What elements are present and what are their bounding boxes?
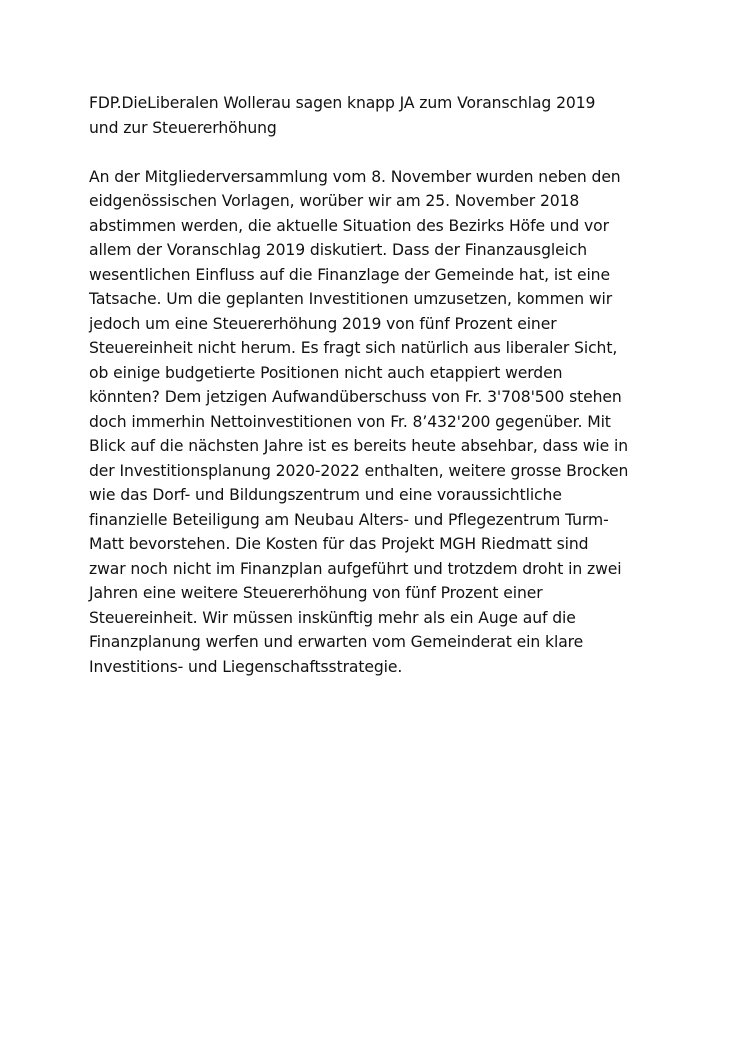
body-line: Jahren eine weitere Steuererhöhung von fünf Prozent einer	[89, 584, 543, 602]
body-line: wesentlichen Einfluss auf die Finanzlage der Gemeinde hat, ist eine	[89, 265, 610, 284]
body-line: Investitions- und Liegenschaftsstrategie.	[89, 657, 403, 676]
title-line: und zur Steuererhöhung	[89, 118, 277, 137]
body-line: Finanzplanung werfen und erwarten vom Gemeinderat ein klare	[89, 633, 584, 651]
body-line: Matt bevorstehen. Die Kosten für das Projekt MGH Riedmatt sind	[89, 535, 589, 553]
body-line: könnten? Dem jetzigen Aufwandüberschuss von Fr. 3'708'500 stehen	[89, 388, 622, 406]
document-title	[89, 91, 689, 140]
body-line: abstimmen werden, die aktuelle Situation des Bezirks Höfe und vor	[89, 216, 609, 235]
body-line: jedoch um eine Steuererhöhung 2019 von fünf Prozent einer	[89, 314, 557, 333]
body-line: Blick auf die nächsten Jahre ist es bereits heute absehbar, dass wie in	[89, 437, 628, 455]
body-line: Steuereinheit nicht herum. Es fragt sich natürlich aus liberaler Sicht,	[89, 339, 618, 357]
body-line: finanzielle Beteiligung am Neubau Alters- und Pflegezentrum Turm-	[89, 510, 609, 529]
document-body	[89, 165, 689, 680]
body-line: allem der Voranschlag 2019 diskutiert. Dass der Finanzausgleich	[89, 241, 588, 259]
body-line: zwar noch nicht im Finanzplan aufgeführt und trotzdem droht in zwei	[89, 559, 622, 578]
body-line: An der Mitgliederversammlung vom 8. November wurden neben den	[89, 167, 621, 186]
title-line: FDP.DieLiberalen Wollerau sagen knapp JA zum Voranschlag 2019	[89, 94, 596, 112]
body-line: Steuereinheit. Wir müssen inskünftig mehr als ein Auge auf die	[89, 608, 576, 627]
body-line: Tatsache. Um die geplanten Investitionen umzusetzen, kommen wir	[89, 290, 613, 308]
body-line: wie das Dorf- und Bildungszentrum und eine voraussichtliche	[89, 486, 562, 504]
body-line: doch immerhin Nettoinvestitionen von Fr. 8’432'200 gegenüber. Mit	[89, 412, 611, 431]
body-line: eidgenössischen Vorlagen, worüber wir am 25. November 2018	[89, 192, 580, 210]
paragraph-gap	[89, 140, 689, 165]
body-line: der Investitionsplanung 2020-2022 enthalten, weitere grosse Brocken	[89, 461, 629, 480]
document-text	[89, 91, 689, 679]
body-line: ob einige budgetierte Positionen nicht auch etappiert werden	[89, 363, 563, 382]
